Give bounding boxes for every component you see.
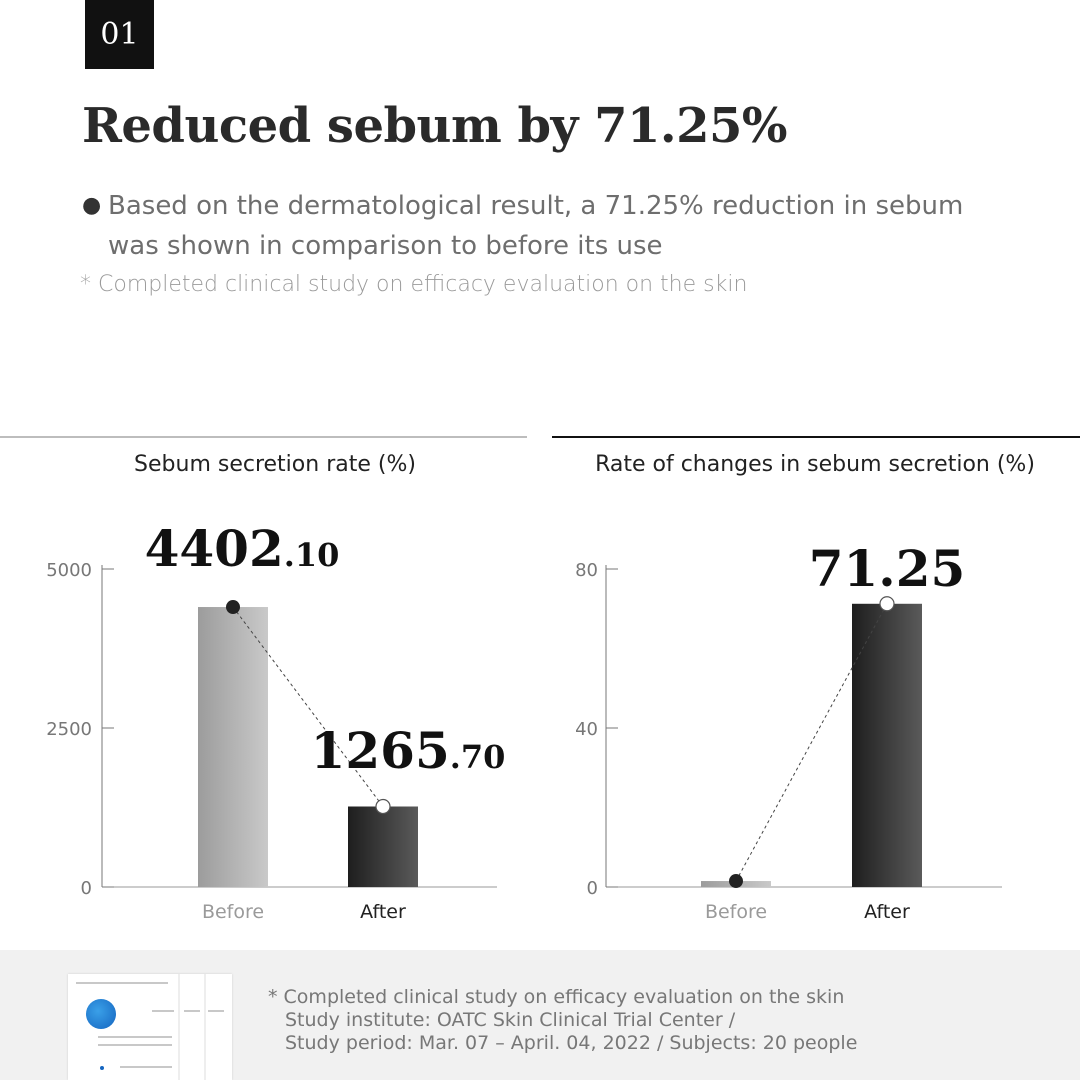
study-report-thumbnail	[68, 974, 232, 1080]
chart1-bar-after	[348, 807, 418, 887]
study-details-line3: Study period: Mar. 07 – April. 04, 2022 / Subjects: 20 people	[285, 1032, 858, 1054]
chart2-category-label: Before	[704, 901, 768, 923]
page-title: Reduced sebum by 71.25%	[82, 98, 788, 154]
study-details-line2: Study institute: OATC Skin Clinical Trial Center /	[285, 1009, 736, 1031]
study-details-line1: * Completed clinical study on efficacy evaluation on the skin	[268, 986, 845, 1008]
chart1-marker-before	[226, 600, 240, 614]
chart1-divider	[0, 436, 527, 438]
chart1-tick-label: 2500	[46, 719, 92, 740]
chart2-value-label: 71.25	[808, 539, 966, 598]
result-bullet	[82, 186, 1002, 266]
chart2-bar-after	[852, 604, 922, 887]
result-bullet-text: Based on the dermatological result, a 71.25% reduction in sebum was shown in comparison to before its use	[108, 191, 964, 261]
chart2-title: Rate of changes in sebum secretion (%)	[595, 452, 1035, 477]
bullet-dot-icon: ●	[82, 193, 102, 218]
chart1-tick-label: 0	[80, 878, 92, 899]
chart1-plot	[46, 519, 505, 923]
chart2-category-label: After	[864, 901, 910, 923]
chart2-marker-after	[880, 597, 894, 611]
chart1-category-label: After	[360, 901, 406, 923]
chart2-marker-before	[729, 874, 743, 888]
location-pin-icon	[100, 1066, 104, 1070]
chart1-value-label: 4402.10	[144, 519, 340, 578]
study-footer	[0, 950, 1080, 1080]
chart2-divider	[552, 436, 1080, 438]
study-note: * Completed clinical study on efficacy evaluation on the skin	[80, 272, 748, 297]
chart1-value-label: 1265.70	[310, 721, 506, 780]
chart2-tick-label: 40	[575, 719, 598, 740]
chart1-marker-after	[376, 800, 390, 814]
chart1-bar-before	[198, 607, 268, 887]
chart1-title: Sebum secretion rate (%)	[134, 452, 416, 477]
globe-icon	[86, 999, 116, 1029]
chart1-category-label: Before	[201, 901, 265, 923]
chart2-tick-label: 0	[586, 878, 598, 899]
chart1-tick-label: 5000	[46, 560, 92, 581]
charts-canvas	[0, 500, 1080, 940]
chart2-tick-label: 80	[575, 560, 598, 581]
section-number-badge: 01	[85, 0, 154, 69]
chart2-plot	[575, 539, 1002, 923]
study-details	[268, 986, 857, 1055]
